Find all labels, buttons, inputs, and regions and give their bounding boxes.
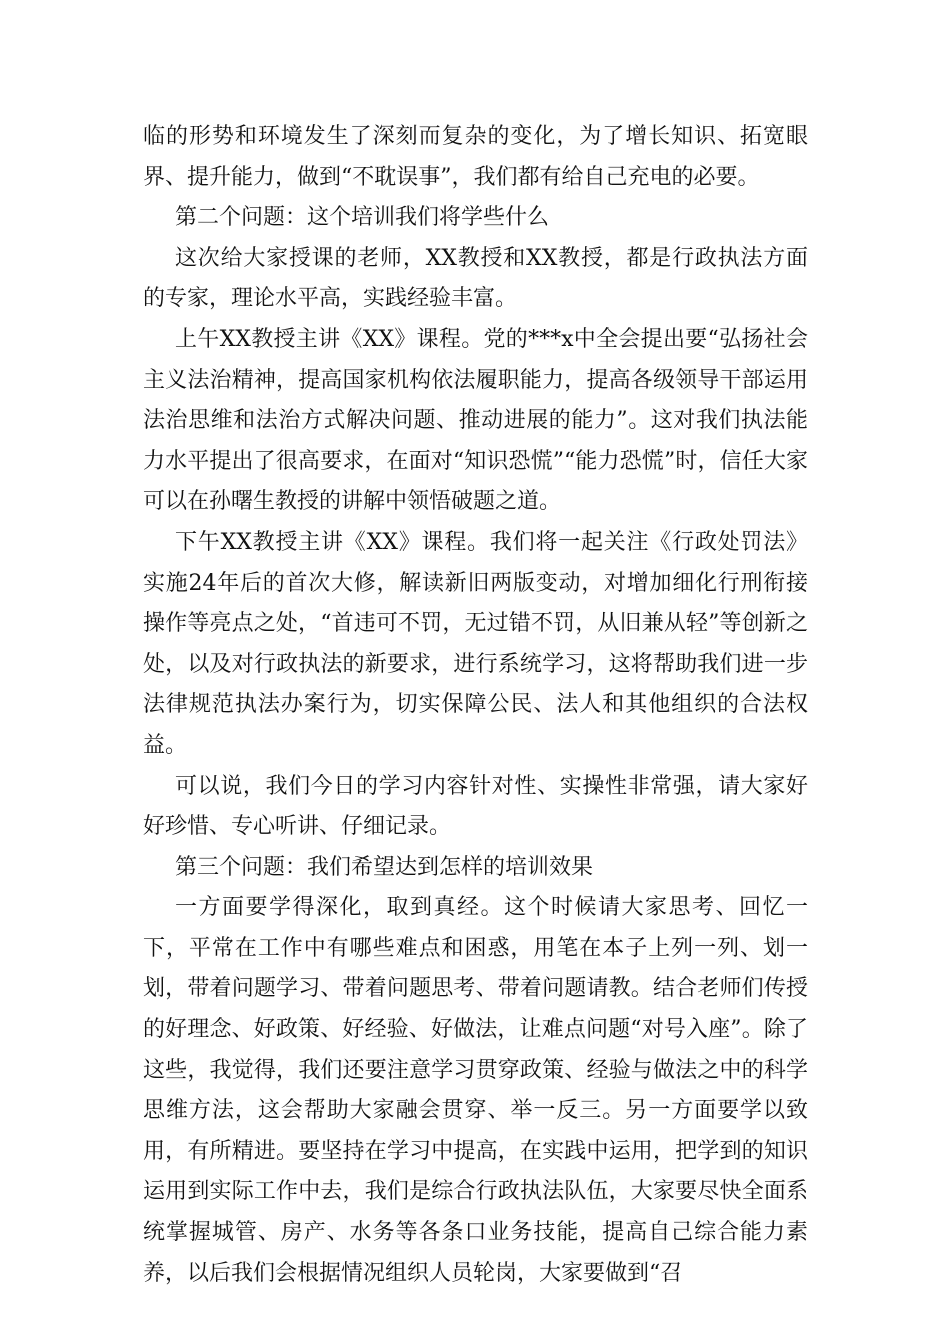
paragraph-morning-course: 上午XX教授主讲《XX》课程。党的***x中全会提出要“弘扬社会主义法治精神，提高国家机构依法履职能力，提高各级领导干部运用法治思维和法治方式解决问题、推动进展的能力”。这对我们执法能力水平提出了很高要求，在面对“知识恐慌”“能力恐慌”时，信任大家可以在孙曙生教授的讲解中领悟破题之道。 (143, 326, 808, 515)
section-heading-question-two: 第二个问题：这个培训我们将学些什么 (175, 205, 550, 231)
paragraph-afternoon-course: 下午XX教授主讲《XX》课程。我们将一起关注《行政处罚法》实施24年后的首次大修，解读新旧两版变动，对增加细化行刑衔接操作等亮点之处，“首违可不罚，无过错不罚，从旧兼从轻”等创新之处，以及对行政执法的新要求，进行系统学习，这将帮助我们进一步法律规范执法办案行为，切实保障公民、法人和其他组织的合法权益。 (143, 529, 808, 758)
paragraph-summary: 可以说，我们今日的学习内容针对性、实操性非常强，请大家好好珍惜、专心听讲、仔细记录。 (143, 773, 808, 840)
paragraph-instructors: 这次给大家授课的老师，XX教授和XX教授，都是行政执法方面的专家，理论水平高，实践经验丰富。 (143, 245, 808, 312)
paragraph-continued: 临的形势和环境发生了深刻而复杂的变化，为了增长知识、拓宽眼界、提升能力，做到“不耽误事”，我们都有给自己充电的必要。 (143, 124, 808, 190)
document-body (143, 117, 808, 1294)
paragraph-training-effect: 一方面要学得深化，取到真经。这个时候请大家思考、回忆一下，平常在工作中有哪些难点和困惑，用笔在本子上列一列、划一划，带着问题学习、带着问题思考、带着问题请教。结合老师们传授的好理念、好政策、好经验、好做法，让难点问题“对号入座”。除了这些，我觉得，我们还要注意学习贯穿政策、经验与做法之中的科学思维方法，这会帮助大家融会贯穿、举一反三。另一方面要学以致用，有所精进。要坚持在学习中提高，在实践中运用，把学到的知识运用到实际工作中去，我们是综合行政执法队伍，大家要尽快全面系统掌握城管、房产、水务等各条口业务技能，提高自己综合能力素养，以后我们会根据情况组织人员轮岗，大家要做到“召 (143, 895, 808, 1286)
section-heading-question-three: 第三个问题：我们希望达到怎样的培训效果 (175, 854, 594, 880)
